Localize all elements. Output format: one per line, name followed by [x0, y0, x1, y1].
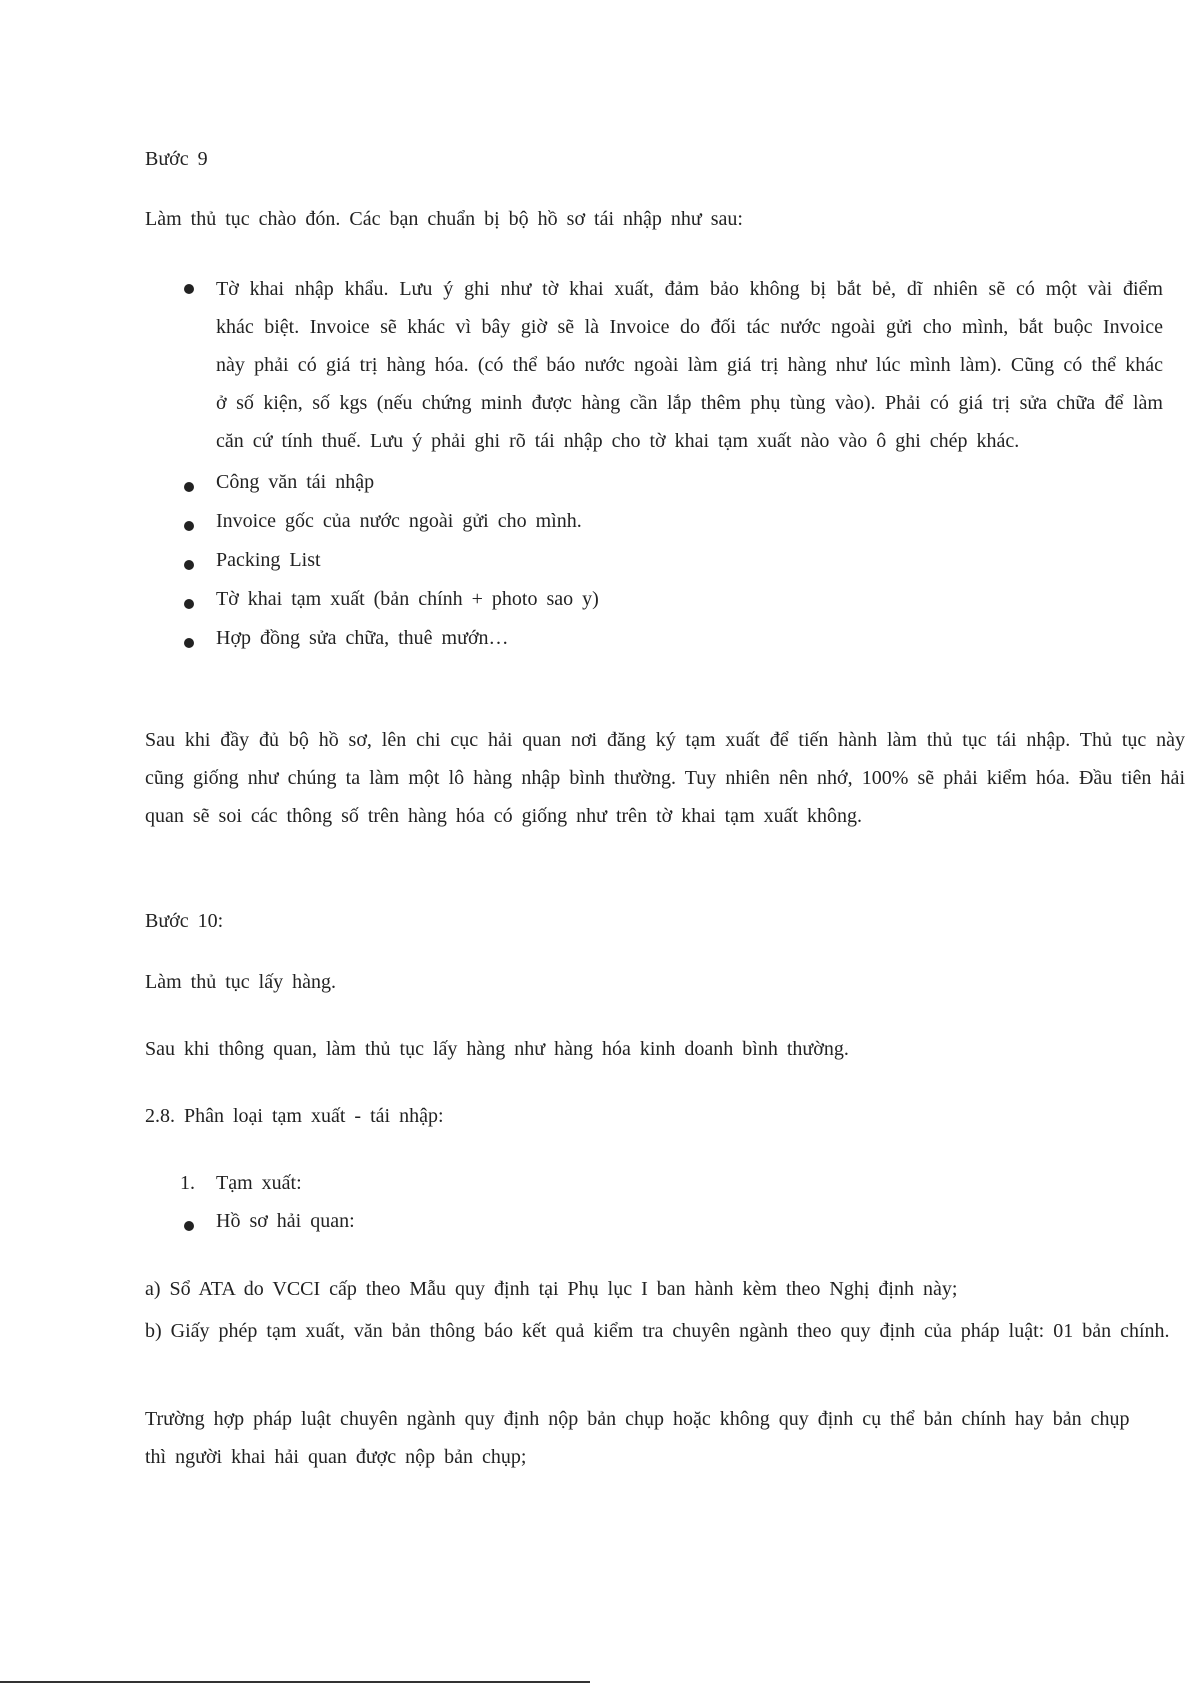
list-item — [178, 270, 1163, 460]
list-item-text: Tờ khai nhập khẩu. Lưu ý ghi như tờ khai xuất, đảm bảo không bị bắt bẻ, dĩ nhiên sẽ có một vài điểm khác biệt. Invoice sẽ khác vì bây giờ sẽ là Invoice do đối tác nước ngoài gửi cho mình, bắt buộc Invoice này phải có giá trị hàng hóa. (có thể báo nước ngoài làm giá trị hàng như lúc mình làm). Cũng có thể khác ở số kiện, số kgs (nếu chứng minh được hàng cần lắp thêm phụ tùng vào). Phải có giá trị sửa chữa để làm căn cứ tính thuế. Lưu ý phải ghi rõ tái nhập cho tờ khai tạm xuất nào vào ô ghi chép khác. — [216, 278, 1163, 452]
list-item-text: Invoice gốc của nước ngoài gửi cho mình. — [216, 510, 582, 532]
item-b: b) Giấy phép tạm xuất, văn bản thông báo kết quả kiểm tra chuyên ngành theo quy định của pháp luật: 01 bản chính. — [145, 1320, 1170, 1342]
list-item — [178, 468, 1163, 496]
list-item — [178, 546, 1163, 574]
numbered-list — [178, 1169, 1163, 1197]
numbered-item — [178, 1169, 1163, 1197]
customs-dossier-list — [178, 1207, 1163, 1235]
list-item-text: Packing List — [216, 549, 321, 571]
list-item-text: Tờ khai tạm xuất (bản chính + photo sao y) — [216, 588, 599, 610]
numbered-item-text: Tạm xuất: — [216, 1172, 302, 1194]
section-2-8-heading: 2.8. Phân loại tạm xuất - tái nhập: — [145, 1105, 444, 1127]
list-number: 1. — [180, 1172, 195, 1194]
step9-document-list — [178, 270, 1163, 652]
item-a: a) Sổ ATA do VCCI cấp theo Mẫu quy định tại Phụ lục I ban hành kèm theo Nghị định này; — [145, 1278, 958, 1300]
step10-intro: Làm thủ tục lấy hàng. — [145, 971, 336, 993]
step9-intro: Làm thủ tục chào đón. Các bạn chuẩn bị bộ hồ sơ tái nhập như sau: — [145, 208, 743, 230]
page-bottom-rule — [0, 1681, 590, 1683]
list-item-text: Hợp đồng sửa chữa, thuê mướn… — [216, 627, 509, 649]
list-item-text: Công văn tái nhập — [216, 471, 375, 493]
list-item — [178, 624, 1163, 652]
step9-heading: Bước 9 — [145, 148, 208, 170]
list-item — [178, 1207, 1163, 1235]
list-item — [178, 507, 1163, 535]
item-b-note: Trường hợp pháp luật chuyên ngành quy định nộp bản chụp hoặc không quy định cụ thể bản chính hay bản chụp thì người khai hải quan được nộp bản chụp; — [145, 1408, 1130, 1468]
step9-procedure: Sau khi đầy đủ bộ hồ sơ, lên chi cục hải quan nơi đăng ký tạm xuất để tiến hành làm thủ tục tái nhập. Thủ tục này cũng giống như chúng ta làm một lô hàng nhập bình thường. Tuy nhiên nên nhớ, 100% sẽ phải kiểm hóa. Đầu tiên hải quan sẽ soi các thông số trên hàng hóa có giống như trên tờ khai tạm xuất không. — [145, 729, 1185, 827]
list-item-text: Hồ sơ hải quan: — [216, 1210, 355, 1232]
step10-heading: Bước 10: — [145, 910, 224, 932]
list-item — [178, 585, 1163, 613]
step10-text: Sau khi thông quan, làm thủ tục lấy hàng như hàng hóa kinh doanh bình thường. — [145, 1038, 849, 1060]
